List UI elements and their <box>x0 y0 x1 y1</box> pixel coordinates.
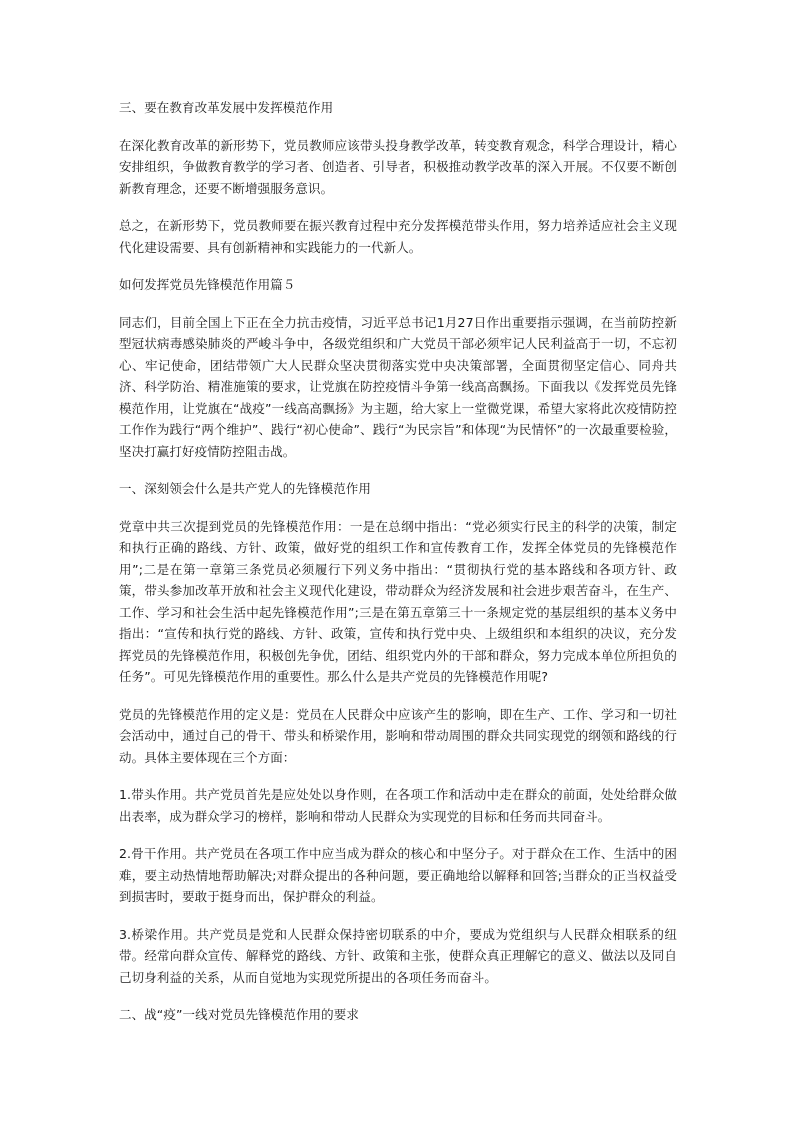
paragraph: 在深化教育改革的新形势下，党员教师应该带头投身教学改革，转变教育观念，科学合理设计，精心安排组织，争做教育教学的学习者、创造者、引导者，积极推动教学改革的深入开展。不仅要不断创新教育理念，还要不断增强服务意识。 <box>119 137 677 196</box>
paragraph: 同志们，目前全国上下正在全力抗击疫情，习近平总书记1月27日作出重要指示强调，在当前防控新型冠状病毒感染肺炎的严峻斗争中，各级党组织和广大党员干部必须牢记人民利益高于一切，不忘初心、牢记使命，团结带领广大人民群众坚决贯彻落实党中央决策部署，全面贯彻坚定信心、同舟共济、科学防治、精准施策的要求，让党旗在防控疫情斗争第一线高高飘扬。下面我以《发挥党员先锋模范作用，让党旗在“战疫”一线高高飘扬》为主题，给大家上一堂微党课，希望大家将此次疫情防控工作作为践行“两个维护”、践行“初心使命”、践行“为民宗旨”和体现“为民情怀”的一次最重要检验，坚决打赢打好疫情防控阻击战。 <box>119 314 677 459</box>
article-title-part-5: 如何发挥党员先锋模范作用篇５ <box>119 277 296 292</box>
paragraph: 党员的先锋模范作用的定义是：党员在人民群众中应该产生的影响，即在生产、工作、学习和一切社会活动中，通过自己的骨干、带头和桥梁作用，影响和带动周围的群众共同实现党的纲领和路线的行动。具体主要体现在三个方面： <box>119 706 677 765</box>
list-item-bridge-role: 3.桥梁作用。共产党员是党和人民群众保持密切联系的中介，要成为党组织与人民群众相联系的纽带。经常向群众宣传、解释党的路线、方针、政策和主张，使群众真正理解它的意义、做法以及同自己切身利益的关系，从而自觉地为实现党所提出的各项任务而奋斗。 <box>119 926 677 985</box>
section-heading-vanguard-role: 一、深刻领会什么是共产党人的先锋模范作用 <box>119 481 372 496</box>
section-heading-epidemic-requirements: 二、战“疫”一线对党员先锋模范作用的要求 <box>119 1007 359 1022</box>
paragraph: 总之，在新形势下，党员教师要在振兴教育过程中充分发挥模范带头作用，努力培养适应社会主义现代化建设需要、具有创新精神和实践能力的一代新人。 <box>119 218 677 255</box>
section-heading-education-reform: 三、要在教育改革发展中发挥模范作用 <box>119 100 334 115</box>
paragraph: 党章中共三次提到党员的先锋模范作用：一是在总纲中指出：“党必须实行民主的科学的决策，制定和执行正确的路线、方针、政策，做好党的组织工作和宣传教育工作，发挥全体党员的先锋模范作用”;二是在第一章第三条党员必须履行下列义务中指出：“贯彻执行党的基本路线和各项方针、政策，带头参加改革开放和社会主义现代化建设，带动群众为经济发展和社会进步艰苦奋斗，在生产、工作、学习和社会生活中起先锋模范作用”;三是在第五章第三十一条规定党的基层组织的基本义务中指出：“宣传和执行党的路线、方针、政策，宣传和执行党中央、上级组织和本组织的决议，充分发挥党员的先锋模范作用，积极创先争优，团结、组织党内外的干部和群众，努力完成本单位所担负的任务”。可见先锋模范作用的重要性。那么什么是共产党员的先锋模范作用呢? <box>119 518 677 684</box>
list-item-backbone-role: 2.骨干作用。共产党员在各项工作中应当成为群众的核心和中坚分子。对于群众在工作、生活中的困难，要主动热情地帮助解决;对群众提出的各种问题，要正确地给以解释和回答;当群众的正当权益受到损害时，要敢于挺身而出，保护群众的利益。 <box>119 846 677 904</box>
list-item-leading-role: 1.带头作用。共产党员首先是应处处以身作则，在各项工作和活动中走在群众的前面，处处给群众做出表率，成为群众学习的榜样，影响和带动人民群众为实现党的目标和任务而共同奋斗。 <box>119 787 677 824</box>
document-page <box>119 97 677 1042</box>
